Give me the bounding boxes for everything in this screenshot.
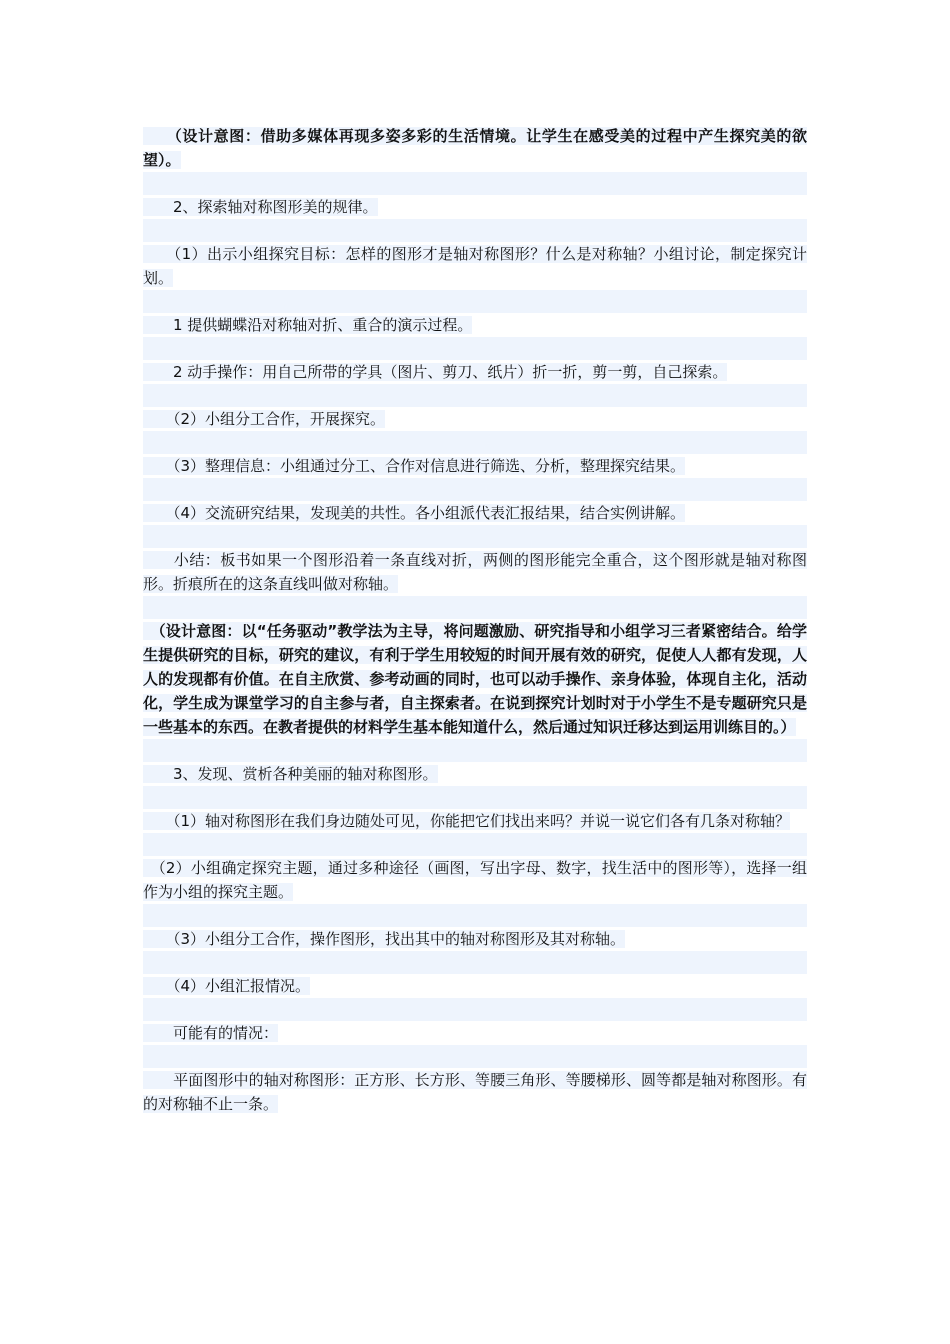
- paragraph-text: 3、发现、赏析各种美丽的轴对称图形。: [143, 765, 438, 783]
- paragraph-possible-cases: [143, 1021, 807, 1045]
- paragraph-text: （2）小组确定探究主题，通过多种途径（画图，写出字母、数字，找生活中的图形等），选择一组作为小组的探究主题。: [143, 859, 807, 901]
- paragraph-gap: [143, 786, 807, 809]
- paragraph-text: （4）小组汇报情况。: [143, 977, 311, 995]
- paragraph-gap: [143, 219, 807, 242]
- paragraph-text: 2、探索轴对称图形美的规律。: [143, 198, 378, 216]
- paragraph-section-3-step-1: [143, 809, 807, 833]
- paragraph-text: （2）小组分工合作，开展探究。: [143, 410, 386, 428]
- paragraph-step-3: [143, 454, 807, 478]
- paragraph-text: 小结：板书如果一个图形沿着一条直线对折，两侧的图形能完全重合，这个图形就是轴对称图形。折痕所在的这条直线叫做对称轴。: [143, 551, 807, 593]
- paragraph-section-3-step-2: [143, 856, 807, 904]
- paragraph-hands-on: [143, 360, 807, 384]
- paragraph-gap: [143, 951, 807, 974]
- paragraph-section-3-heading: [143, 762, 807, 786]
- document-page: [143, 124, 807, 1116]
- paragraph-gap: [143, 525, 807, 548]
- paragraph-section-2-heading: [143, 195, 807, 219]
- paragraph-text: （3）小组分工合作，操作图形，找出其中的轴对称图形及其对称轴。: [143, 930, 626, 948]
- paragraph-text: 2 动手操作：用自己所带的学具（图片、剪刀、纸片）折一折，剪一剪，自己探索。: [143, 363, 728, 381]
- paragraph-gap: [143, 1045, 807, 1068]
- paragraph-text: （3）整理信息：小组通过分工、合作对信息进行筛选、分析，整理探究结果。: [143, 457, 686, 475]
- paragraph-step-1: [143, 242, 807, 290]
- paragraph-gap: [143, 290, 807, 313]
- paragraph-step-4: [143, 501, 807, 525]
- paragraph-section-3-step-3: [143, 927, 807, 951]
- paragraph-text: 可能有的情况：: [143, 1024, 279, 1042]
- paragraph-plane-figures: [143, 1068, 807, 1116]
- paragraph-gap: [143, 384, 807, 407]
- paragraph-demo: [143, 313, 807, 337]
- paragraph-design-intent-2: [143, 619, 807, 739]
- paragraph-text: （1）出示小组探究目标：怎样的图形才是轴对称图形？什么是对称轴？小组讨论，制定探究计划。: [143, 245, 807, 287]
- paragraph-gap: [143, 739, 807, 762]
- paragraph-gap: [143, 337, 807, 360]
- paragraph-gap: [143, 596, 807, 619]
- paragraph-section-3-step-4: [143, 974, 807, 998]
- paragraph-text: 1 提供蝴蝶沿对称轴对折、重合的演示过程。: [143, 316, 473, 334]
- paragraph-text: （4）交流研究结果，发现美的共性。各小组派代表汇报结果，结合实例讲解。: [143, 504, 686, 522]
- paragraph-gap: [143, 172, 807, 195]
- paragraph-gap: [143, 998, 807, 1021]
- paragraph-text: （设计意图：以“任务驱动”教学法为主导，将问题激励、研究指导和小组学习三者紧密结合。给学生提供研究的目标，研究的建议，有利于学生用较短的时间开展有效的研究，促使人人都有发现，人人的发现都有价值。在自主欣赏、参考动画的同时，也可以动手操作、亲身体验，体现自主化，活动化，学生成为课堂学习的自主参与者，自主探索者。在说到探究计划时对于小学生不是专题研究只是一些基本的东西。在教者提供的材料学生基本能知道什么，然后通过知识迁移达到运用训练目的。）: [143, 622, 807, 736]
- paragraph-gap: [143, 431, 807, 454]
- paragraph-text: 平面图形中的轴对称图形：正方形、长方形、等腰三角形、等腰梯形、圆等都是轴对称图形。有的对称轴不止一条。: [143, 1071, 807, 1113]
- paragraph-gap: [143, 904, 807, 927]
- paragraph-gap: [143, 478, 807, 501]
- paragraph-summary: [143, 548, 807, 596]
- paragraph-text: （设计意图：借助多媒体再现多姿多彩的生活情境。让学生在感受美的过程中产生探究美的欲望）。: [143, 127, 807, 169]
- paragraph-step-2: [143, 407, 807, 431]
- paragraph-text: （1）轴对称图形在我们身边随处可见，你能把它们找出来吗？并说一说它们各有几条对称轴？: [143, 812, 791, 830]
- paragraph-gap: [143, 833, 807, 856]
- paragraph-design-intent-1: [143, 124, 807, 172]
